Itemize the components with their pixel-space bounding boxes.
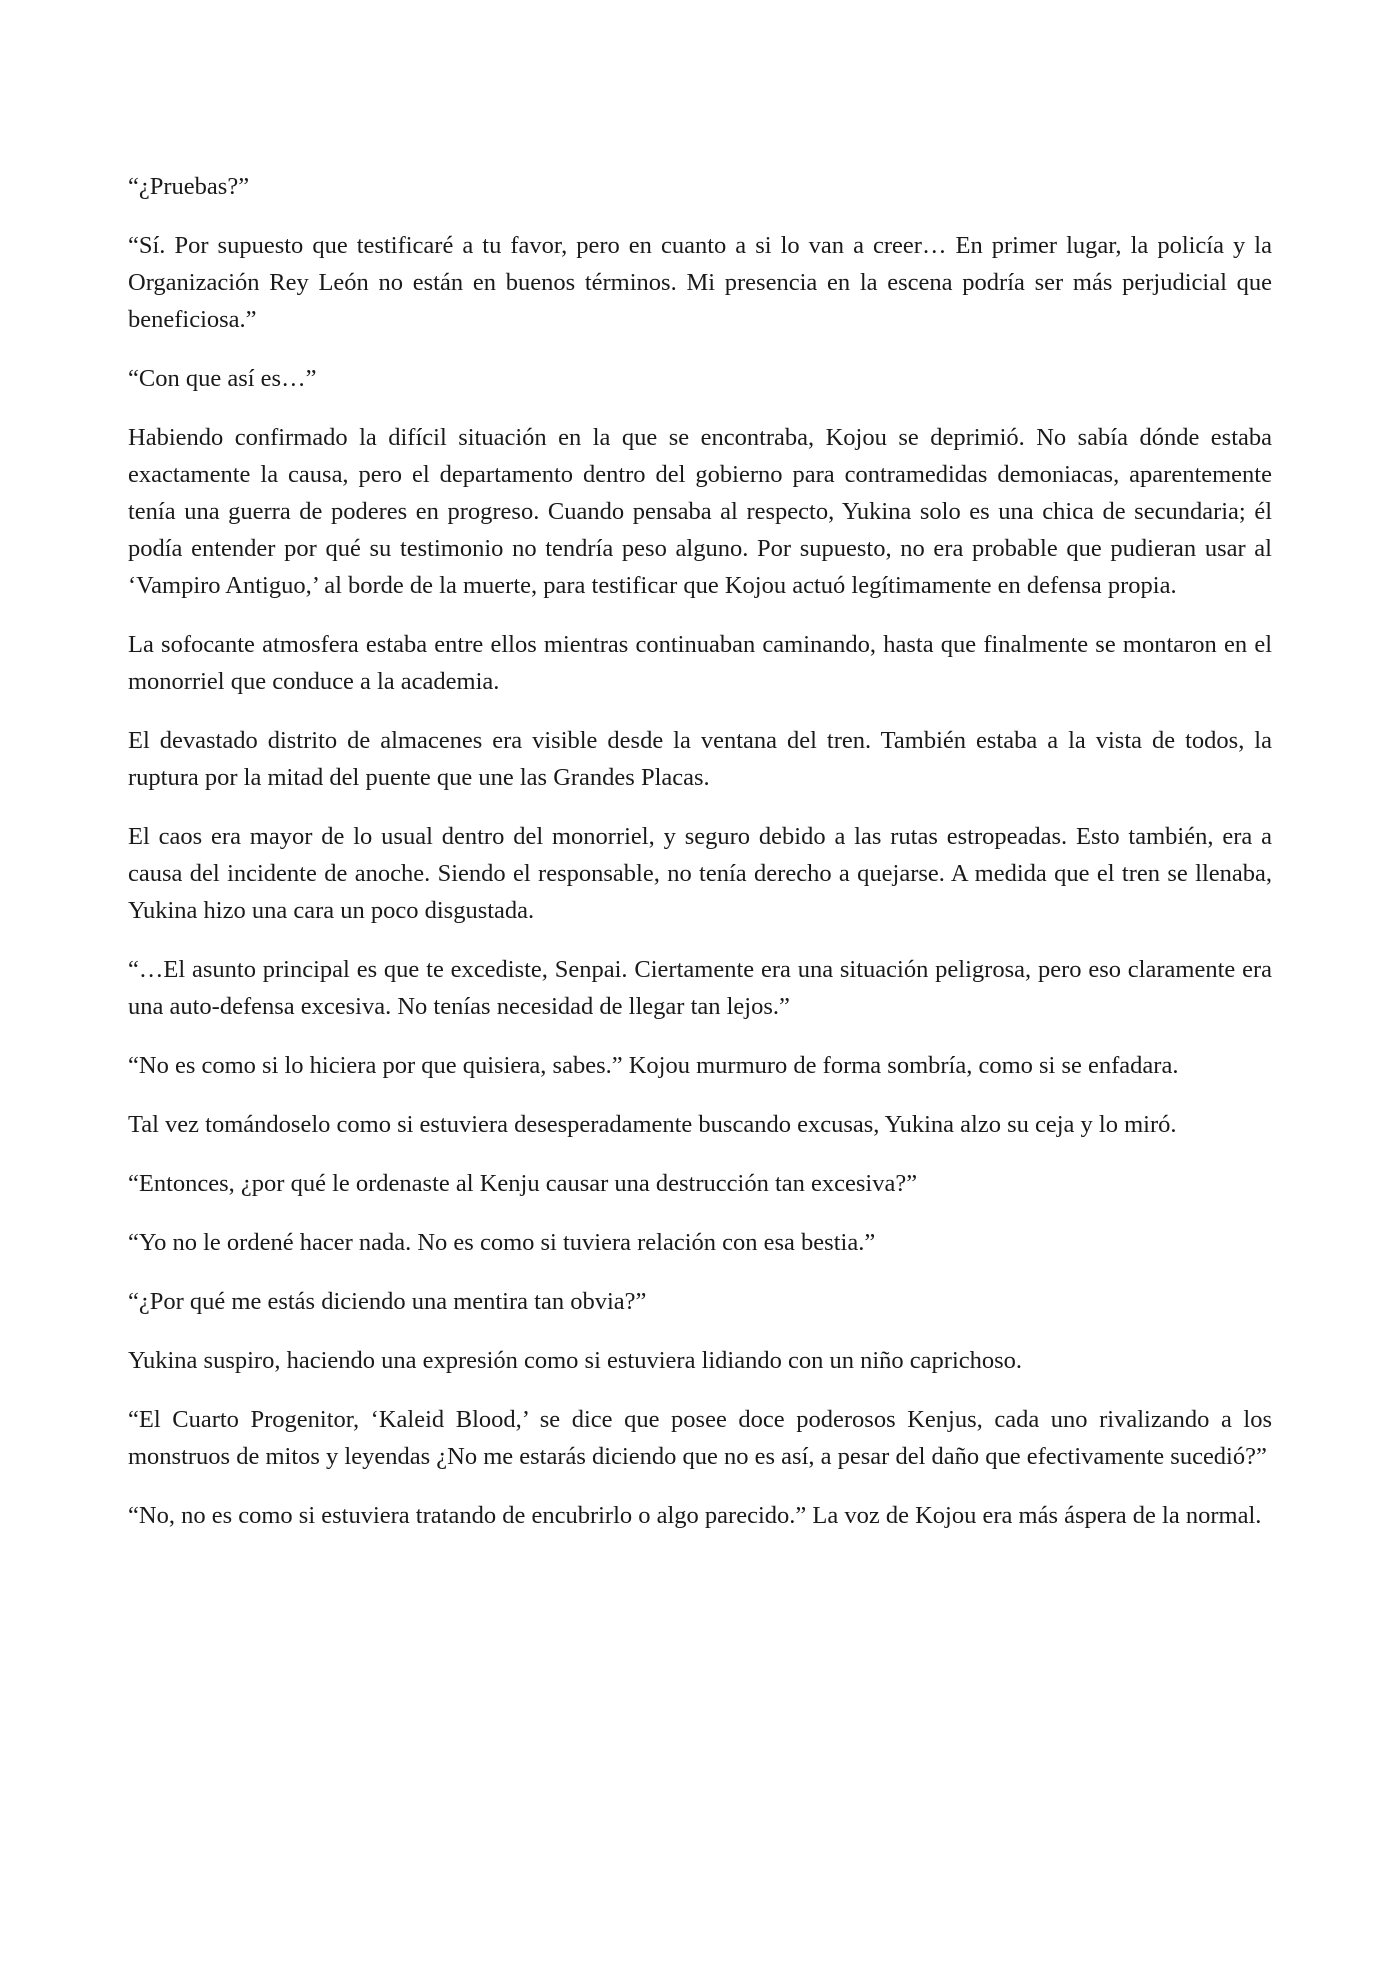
paragraph-1: “¿Pruebas?” — [128, 173, 250, 200]
paragraph-10: Tal vez tomándoselo como si estuviera desesperadamente buscando excusas, Yukina alzo su ceja y lo miró. — [128, 1111, 1177, 1138]
paragraph-14: Yukina suspiro, haciendo una expresión como si estuviera lidiando con un niño caprichoso. — [128, 1347, 1023, 1374]
paragraph-15: “El Cuarto Progenitor, ‘Kaleid Blood,’ se dice que posee doce poderosos Kenjus, cada uno rivalizando a los monstruos de mitos y leyendas ¿No me estarás diciendo que no es así, a pesar del daño que efectivamente sucedió?” — [128, 1406, 1272, 1470]
paragraph-7: El caos era mayor de lo usual dentro del monorriel, y seguro debido a las rutas estropeadas. Esto también, era a causa del incidente de anoche. Siendo el responsable, no tenía derecho a quejarse. A medida que el tren se llenaba, Yukina hizo una cara un poco disgustada. — [128, 823, 1272, 924]
paragraph-2: “Sí. Por supuesto que testificaré a tu favor, pero en cuanto a si lo van a creer… En primer lugar, la policía y la Organización Rey León no están en buenos términos. Mi presencia en la escena podría ser más perjudicial que beneficiosa.” — [128, 232, 1272, 333]
paragraph-11: “Entonces, ¿por qué le ordenaste al Kenju causar una destrucción tan excesiva?” — [128, 1170, 918, 1197]
paragraph-16: “No, no es como si estuviera tratando de encubrirlo o algo parecido.” La voz de Kojou era más áspera de la normal. — [128, 1502, 1262, 1529]
paragraph-4: Habiendo confirmado la difícil situación en la que se encontraba, Kojou se deprimió. No sabía dónde estaba exactamente la causa, pero el departamento dentro del gobierno para contramedidas demoniacas, aparentemente tenía una guerra de poderes en progreso. Cuando pensaba al respecto, Yukina solo es una chica de secundaria; él podía entender por qué su testimonio no tendría peso alguno. Por supuesto, no era probable que pudieran usar al ‘Vampiro Antiguo,’ al borde de la muerte, para testificar que Kojou actuó legítimamente en defensa propia. — [128, 424, 1272, 599]
paragraph-5: La sofocante atmosfera estaba entre ellos mientras continuaban caminando, hasta que finalmente se montaron en el monorriel que conduce a la academia. — [128, 631, 1272, 695]
paragraph-9: “No es como si lo hiciera por que quisiera, sabes.” Kojou murmuro de forma sombría, como si se enfadara. — [128, 1052, 1179, 1079]
document-body — [128, 168, 1272, 1556]
paragraph-3: “Con que así es…” — [128, 365, 317, 392]
paragraph-8: “…El asunto principal es que te excediste, Senpai. Ciertamente era una situación peligrosa, pero eso claramente era una auto-defensa excesiva. No tenías necesidad de llegar tan lejos.” — [128, 956, 1272, 1020]
paragraph-6: El devastado distrito de almacenes era visible desde la ventana del tren. También estaba a la vista de todos, la ruptura por la mitad del puente que une las Grandes Placas. — [128, 727, 1272, 791]
paragraph-12: “Yo no le ordené hacer nada. No es como si tuviera relación con esa bestia.” — [128, 1229, 876, 1256]
paragraph-13: “¿Por qué me estás diciendo una mentira tan obvia?” — [128, 1288, 647, 1315]
